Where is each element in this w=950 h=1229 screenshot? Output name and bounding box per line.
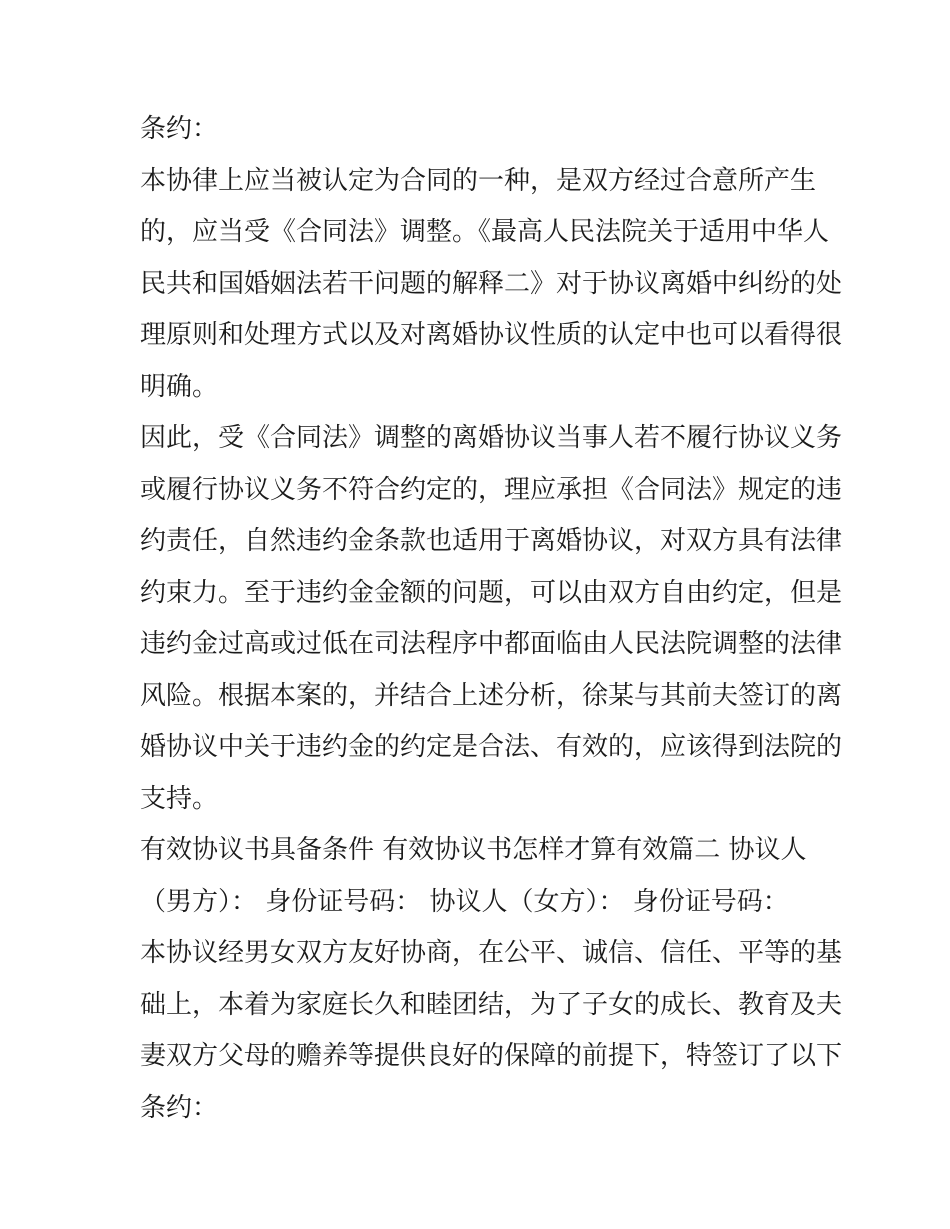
text-line: 或履行协议义务不符合约定的，理应承担《合同法》规定的违 (140, 474, 843, 505)
text-line: 条约： (140, 114, 219, 144)
paragraph-liquidated-damages (140, 413, 843, 825)
text-line: 支持。 (140, 783, 219, 814)
paragraph-agreement-preamble (140, 928, 843, 1134)
text-line: （男方）： 身份证号码： 协议人（女方）： 身份证号码： (140, 886, 789, 917)
paragraph-contract-nature (140, 156, 843, 414)
text-line: 约束力。至于违约金金额的问题，可以由双方自由约定，但是 (140, 577, 843, 608)
text-line: 风险。根据本案的，并结合上述分析，徐某与其前夫签订的离 (140, 680, 843, 711)
text-line: 明确。 (140, 371, 219, 402)
text-line: 的，应当受《合同法》调整。《最高人民法院关于适用中华人 (140, 217, 830, 247)
text-line: 本协律上应当被认定为合同的一种，是双方经过合意所产生 (140, 165, 817, 196)
text-line: 妻双方父母的赡养等提供良好的保障的前提下，特签订了以下 (140, 1041, 843, 1071)
paragraph-section-two-header (140, 825, 820, 928)
document-body (140, 104, 843, 1134)
text-line: 理原则和处理方式以及对离婚协议性质的认定中也可以看得很 (140, 320, 843, 350)
text-line: 婚协议中关于违约金的约定是合法、有效的，应该得到法院的 (140, 732, 843, 762)
text-line: 有效协议书具备条件 有效协议书怎样才算有效篇二 协议人 (140, 835, 807, 865)
text-line: 因此，受《合同法》调整的离婚协议当事人若不履行协议义务 (140, 423, 843, 453)
text-line: 础上，本着为家庭长久和睦团结，为了子女的成长、教育及夫 (140, 989, 843, 1020)
paragraph-clause-heading (140, 104, 820, 156)
text-line: 条约： (140, 1092, 219, 1123)
text-line: 民共和国婚姻法若干问题的解释二》对于协议离婚中纠纷的处 (140, 268, 843, 299)
text-line: 违约金过高或过低在司法程序中都面临由人民法院调整的法律 (140, 629, 843, 659)
text-line: 本协议经男女双方友好协商，在公平、诚信、信任、平等的基 (140, 938, 843, 968)
text-line: 约责任，自然违约金条款也适用于离婚协议，对双方具有法律 (140, 526, 843, 556)
